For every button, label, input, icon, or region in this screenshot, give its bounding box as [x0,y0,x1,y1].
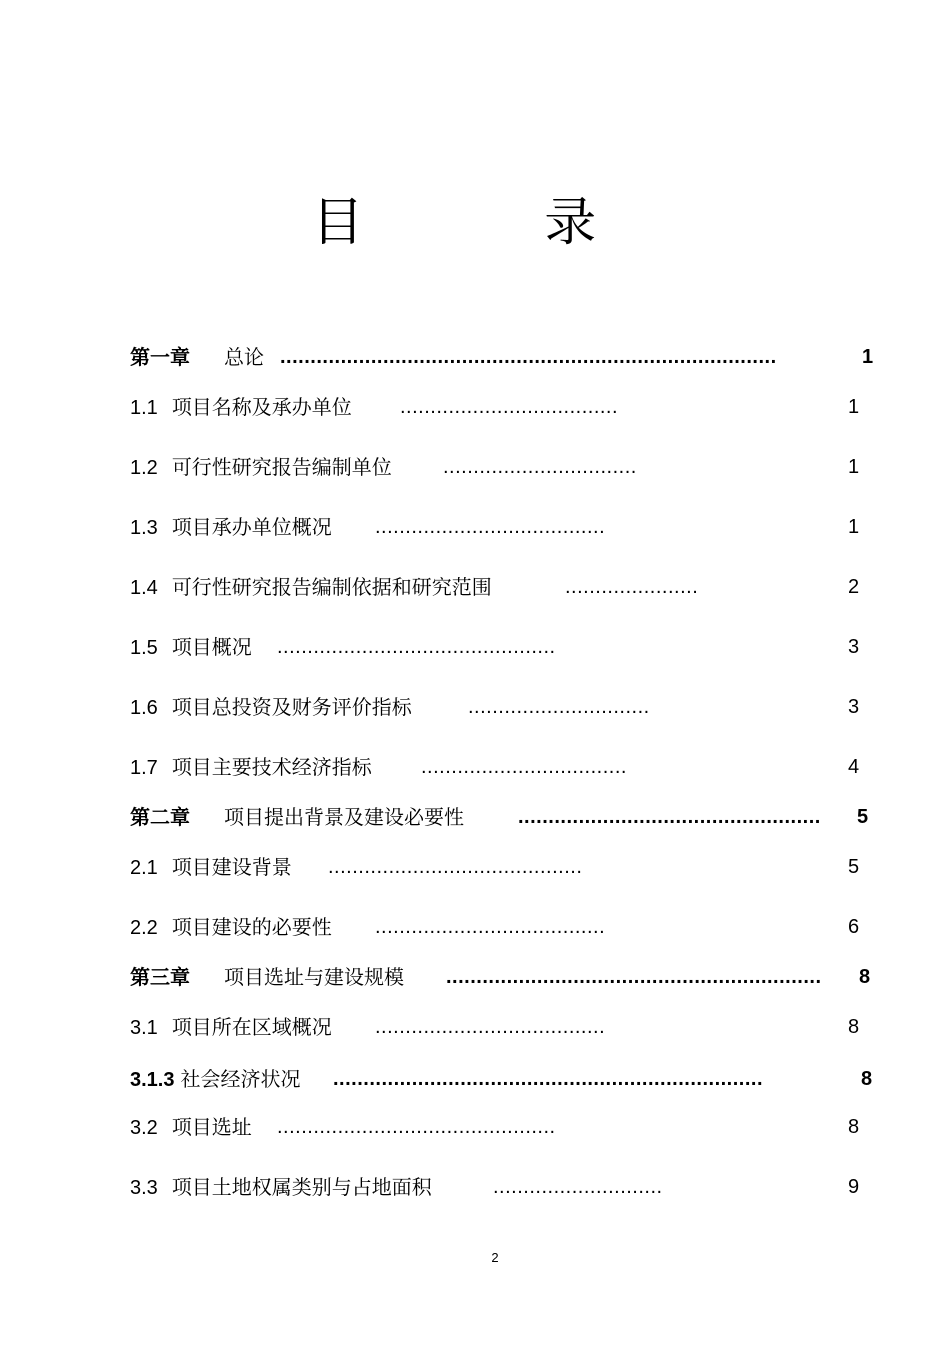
toc-entry-page: 3 [848,696,860,718]
toc-entry[interactable] [130,572,860,602]
toc-entry[interactable] [130,852,860,882]
page-title: 目 录 [311,193,679,253]
toc-entry-page: 8 [848,1016,860,1038]
toc-entry-leader: .......................................... [328,856,583,878]
toc-entry[interactable] [130,692,860,722]
page-number: 2 [491,1250,499,1265]
toc-entry-label: 项目土地权属类别与占地面积 [171,1175,432,1199]
toc-entry-label: 项目承办单位概况 [171,515,332,539]
toc-entry-page: 3 [848,636,860,658]
toc-entry-label: 项目选址 [171,1115,252,1139]
toc-entry[interactable] [130,342,874,372]
toc-entry-page: 5 [857,806,869,828]
toc-entry[interactable] [130,392,860,422]
toc-entry[interactable] [130,962,871,992]
toc-entry-number: 2.1 [130,857,158,879]
toc-entry-number: 2.2 [130,917,158,939]
toc-entry-leader: .............................. [468,696,650,718]
toc-entry-page: 8 [859,966,871,988]
toc-entry-page: 1 [848,456,860,478]
toc-entry-label: 可行性研究报告编制依据和研究范围 [171,575,492,599]
toc-entry-number: 第三章 [130,967,190,989]
toc-entry[interactable] [130,912,860,942]
toc-entry[interactable] [130,512,860,542]
toc-entry-label: 项目名称及承办单位 [171,395,352,419]
toc-entry-page: 6 [848,916,860,938]
toc-entry-number: 1.4 [130,577,158,599]
toc-entry[interactable] [130,452,860,482]
toc-entry-leader: .................................................................................. [280,346,777,368]
toc-entry[interactable] [130,1172,860,1202]
toc-entry[interactable] [130,752,860,782]
toc-entry[interactable] [130,1112,860,1142]
toc-entry-label: 项目所在区域概况 [171,1015,332,1039]
toc-entry-leader: .................................................. [518,806,821,828]
toc-entry-number: 3.1 [130,1017,158,1039]
toc-entry-page: 5 [848,856,860,878]
toc-entry-leader: ................................ [443,456,637,478]
toc-entry-leader: .............................................................. [446,966,822,988]
toc-entry-label: 可行性研究报告编制单位 [171,455,392,479]
toc-entry-number: 1.3 [130,517,158,539]
toc-entry-label: 项目建设背景 [171,855,292,879]
toc-entry-number: 第二章 [130,807,190,829]
toc-entry[interactable] [130,802,869,832]
toc-entry-number: 1.7 [130,757,158,779]
toc-entry-number: 1.6 [130,697,158,719]
toc-entry-page: 2 [848,576,860,598]
toc-entry-label: 总论 [224,345,264,369]
toc-entry-leader: ...................... [565,576,699,598]
toc-entry-page: 8 [848,1116,860,1138]
toc-entry-number: 1.2 [130,457,158,479]
toc-entry-leader: ............................ [493,1176,663,1198]
toc-entry-label: 社会经济状况 [180,1067,301,1091]
toc-entry-number: 1.5 [130,637,158,659]
toc-entry-leader: ...................................... [375,516,606,538]
toc-entry-leader: .................................. [421,756,627,778]
toc-entry-leader: ...................................... [375,1016,606,1038]
toc-entry[interactable] [130,1012,860,1042]
toc-entry-number: 3.3 [130,1177,158,1199]
toc-entry-leader: .................................... [400,396,619,418]
toc-entry-page: 4 [848,756,860,778]
toc-entry-number: 3.1.3 [130,1069,175,1091]
toc-entry-leader: .............................................. [277,1116,556,1138]
toc-entry-page: 1 [862,346,874,368]
toc-entry-leader: ...................................... [375,916,606,938]
toc-entry-page: 9 [848,1176,860,1198]
toc-entry-label: 项目总投资及财务评价指标 [171,695,412,719]
toc-entry-label: 项目主要技术经济指标 [171,755,372,779]
toc-entry-number: 1.1 [130,397,158,419]
toc-entry-page: 8 [861,1068,873,1090]
toc-entry[interactable] [130,1064,873,1094]
toc-entry[interactable] [130,632,860,662]
toc-entry-number: 3.2 [130,1117,158,1139]
toc-entry-label: 项目选址与建设规模 [224,965,404,989]
toc-entry-leader: ....................................................................... [333,1068,764,1090]
toc-entry-page: 1 [848,396,860,418]
toc-entry-page: 1 [848,516,860,538]
toc-entry-label: 项目建设的必要性 [171,915,332,939]
toc-entry-label: 项目提出背景及建设必要性 [224,805,464,829]
toc-entry-number: 第一章 [130,347,190,369]
toc-entry-label: 项目概况 [171,635,252,659]
toc-entry-leader: .............................................. [277,636,556,658]
